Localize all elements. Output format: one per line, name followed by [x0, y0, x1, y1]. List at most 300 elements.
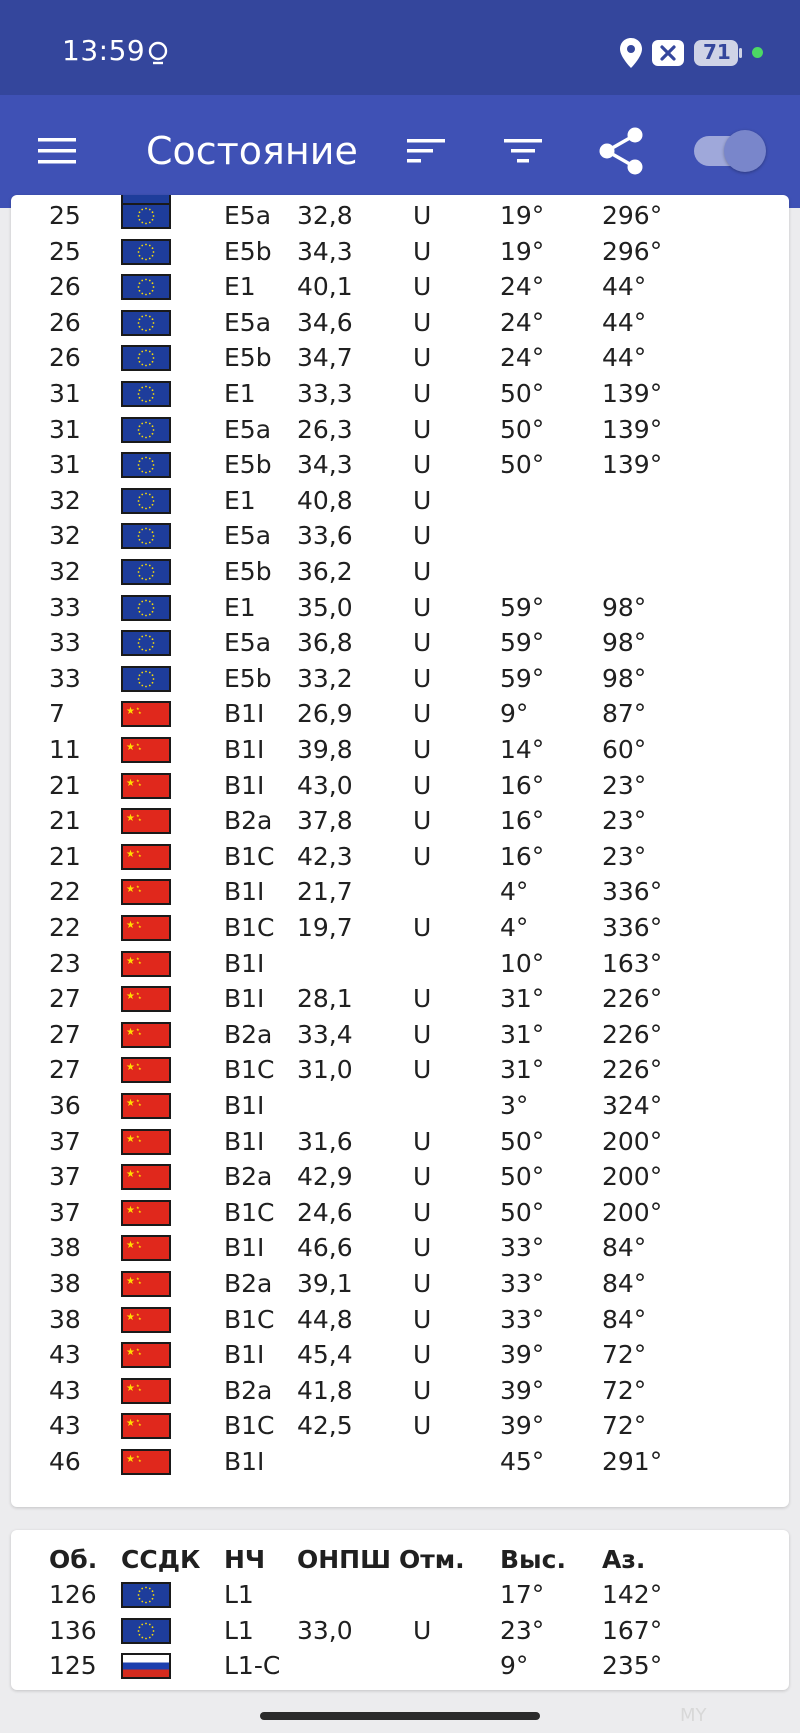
azimuth: 84°	[602, 1304, 647, 1334]
flag-eu-icon	[121, 523, 171, 549]
elevation: 3°	[500, 1091, 529, 1120]
satellite-row	[11, 376, 789, 412]
azimuth: 84°	[602, 1269, 647, 1298]
used-flag: U	[413, 1269, 432, 1298]
azimuth: 142°	[602, 1580, 663, 1609]
elevation: 19°	[500, 236, 545, 266]
satellite-row	[11, 1648, 789, 1684]
elevation: 24°	[500, 272, 545, 302]
svg-text:★: ★	[138, 1351, 142, 1357]
home-indicator[interactable]	[260, 1712, 540, 1720]
snr-value: 36,2	[297, 557, 353, 586]
svg-text:★: ★	[138, 1208, 142, 1214]
azimuth: 23°	[602, 806, 647, 836]
snr-value: 37,8	[297, 806, 353, 836]
frequency-band: B1C	[224, 1411, 275, 1441]
satellite-id: 21	[49, 841, 81, 871]
satellite-id: 21	[49, 770, 81, 800]
satellite-table-card	[11, 1530, 789, 1690]
satellite-id: 27	[49, 1019, 81, 1049]
no-sim-icon	[652, 40, 684, 70]
svg-text:★: ★	[138, 1102, 142, 1107]
svg-text:★: ★	[126, 1347, 135, 1359]
azimuth: 336°	[602, 877, 663, 907]
snr-value: 40,8	[297, 485, 353, 515]
satellite-row	[11, 1088, 789, 1124]
flag-cn-icon	[121, 986, 171, 1012]
azimuth: 324°	[602, 1091, 663, 1120]
svg-text:★: ★	[126, 1169, 135, 1181]
elevation: 33°	[500, 1304, 545, 1334]
satellite-id: 32	[49, 557, 81, 586]
elevation: 19°	[500, 201, 545, 230]
flag-eu-icon	[121, 381, 171, 407]
satellite-id: 26	[49, 343, 81, 373]
svg-text:★: ★	[126, 884, 135, 896]
snr-value: 21,7	[297, 877, 353, 907]
active-dot-icon	[752, 47, 763, 58]
frequency-band: E5a	[224, 201, 272, 230]
elevation: 24°	[500, 343, 545, 373]
battery-level: 71	[703, 40, 731, 64]
frequency-band: B2a	[224, 1375, 273, 1405]
svg-text:★: ★	[136, 1204, 140, 1210]
used-flag: U	[413, 699, 432, 729]
azimuth: 296°	[602, 236, 663, 266]
svg-text:★: ★	[138, 1458, 142, 1463]
elevation: 23°	[500, 1615, 545, 1645]
azimuth: 296°	[602, 201, 663, 230]
satellite-id: 38	[49, 1233, 81, 1263]
frequency-band: B2a	[224, 1269, 273, 1298]
satellite-id: 126	[49, 1580, 97, 1609]
svg-text:★: ★	[138, 781, 142, 787]
svg-text:★: ★	[136, 1454, 140, 1459]
svg-text:★: ★	[138, 959, 142, 965]
frequency-band: L1	[224, 1615, 254, 1645]
satellite-id: 31	[49, 379, 81, 408]
svg-text:★: ★	[126, 1098, 135, 1109]
svg-text:★: ★	[136, 1311, 140, 1317]
snr-value: 35,0	[297, 592, 353, 622]
flag-eu-icon	[121, 345, 171, 371]
flag-cn-icon	[121, 701, 171, 727]
svg-text:★: ★	[126, 1276, 135, 1287]
elevation: 33°	[500, 1269, 545, 1298]
used-flag: U	[413, 770, 432, 800]
svg-text:★: ★	[136, 1062, 140, 1068]
satellite-id: 27	[49, 1055, 81, 1085]
header-elev[interactable]: Выс.	[500, 1545, 566, 1574]
azimuth: 98°	[602, 663, 647, 693]
frequency-band: E1	[224, 592, 256, 622]
used-flag: U	[413, 1162, 432, 1192]
satellite-row	[11, 696, 789, 732]
used-flag: U	[413, 343, 432, 373]
used-flag: U	[413, 557, 432, 586]
satellite-id: 31	[49, 414, 81, 444]
svg-text:★: ★	[138, 1315, 142, 1321]
satellite-id: 33	[49, 663, 81, 693]
flag-cn-icon	[121, 1200, 171, 1226]
satellite-row	[11, 518, 789, 554]
frequency-band: B1I	[224, 984, 265, 1014]
used-flag: U	[413, 1375, 432, 1405]
frequency-band: B1I	[224, 1233, 265, 1263]
azimuth: 163°	[602, 948, 663, 978]
elevation: 31°	[500, 1055, 545, 1085]
satellite-row	[11, 1195, 789, 1231]
frequency-band: E5a	[224, 521, 272, 551]
svg-text:★: ★	[136, 1133, 140, 1139]
svg-text:★: ★	[136, 777, 140, 783]
flag-eu-icon	[121, 417, 171, 443]
sort-icon[interactable]	[398, 123, 454, 179]
elevation: 59°	[500, 628, 545, 658]
app-bar	[0, 95, 800, 208]
satellite-row	[11, 234, 789, 270]
elevation: 39°	[500, 1375, 545, 1405]
snr-value: 42,5	[297, 1411, 353, 1441]
azimuth: 44°	[602, 343, 647, 373]
satellite-id: 23	[49, 948, 81, 978]
elevation: 50°	[500, 450, 545, 480]
flag-eu-icon	[121, 630, 171, 656]
satellite-id: 7	[49, 699, 65, 729]
snr-value: 34,7	[297, 343, 353, 373]
snr-value: 33,6	[297, 521, 353, 551]
elevation: 31°	[500, 984, 545, 1014]
header-snr[interactable]: ОНПШ	[297, 1545, 391, 1574]
filter-icon[interactable]	[495, 123, 551, 179]
svg-text:★: ★	[138, 852, 142, 858]
elevation: 39°	[500, 1340, 545, 1370]
flag-ru-icon	[121, 1653, 171, 1679]
snr-value: 36,8	[297, 628, 353, 658]
flag-eu-icon	[121, 274, 171, 300]
used-flag: U	[413, 1055, 432, 1085]
used-flag: U	[413, 913, 432, 942]
satellite-id: 43	[49, 1340, 81, 1370]
snr-value: 32,8	[297, 201, 353, 230]
svg-text:★: ★	[126, 1133, 135, 1145]
elevation: 50°	[500, 1162, 545, 1192]
svg-text:★: ★	[138, 995, 142, 1001]
svg-text:★: ★	[126, 1418, 135, 1430]
elevation: 9°	[500, 699, 529, 729]
svg-text:★: ★	[136, 848, 140, 854]
satellite-row	[11, 1124, 789, 1160]
svg-text:★: ★	[136, 1026, 140, 1032]
svg-text:★: ★	[136, 1098, 140, 1103]
flag-cn-icon	[121, 1093, 171, 1119]
header-az[interactable]: Аз.	[602, 1545, 646, 1574]
svg-text:★: ★	[138, 817, 142, 823]
frequency-band: B1I	[224, 1340, 265, 1370]
flag-eu-icon	[121, 310, 171, 336]
svg-text:★: ★	[136, 1169, 140, 1175]
svg-text:★: ★	[138, 1280, 142, 1285]
flag-cn-icon	[121, 844, 171, 870]
watermark: MY	[680, 1705, 707, 1726]
used-flag: U	[413, 1411, 432, 1441]
flag-cn-icon	[121, 1129, 171, 1155]
snr-value: 42,9	[297, 1162, 353, 1192]
satellite-row	[11, 1052, 789, 1088]
svg-text:★: ★	[138, 1422, 142, 1428]
svg-text:★: ★	[126, 955, 135, 967]
elevation: 16°	[500, 806, 545, 836]
elevation: 50°	[500, 379, 545, 408]
header-id[interactable]: Об.	[49, 1545, 98, 1574]
status-bar	[0, 0, 800, 95]
used-flag: U	[413, 592, 432, 622]
alarm-icon	[146, 40, 170, 70]
frequency-band: B1I	[224, 699, 265, 729]
used-flag: U	[413, 1197, 432, 1227]
frequency-band: E5a	[224, 307, 272, 337]
azimuth: 23°	[602, 841, 647, 871]
satellite-row	[11, 946, 789, 982]
azimuth: 84°	[602, 1233, 647, 1263]
flag-cn-icon	[121, 773, 171, 799]
svg-text:★: ★	[138, 924, 142, 929]
status-time: 13:59	[62, 34, 146, 67]
satellite-row	[11, 590, 789, 626]
svg-text:★: ★	[136, 1347, 140, 1353]
flag-cn-icon	[121, 1449, 171, 1475]
flag-cn-icon	[121, 915, 171, 941]
elevation: 16°	[500, 770, 545, 800]
used-flag: U	[413, 1233, 432, 1263]
frequency-band: B1C	[224, 1304, 275, 1334]
satellite-row	[11, 910, 789, 946]
satellite-row	[11, 198, 789, 234]
flag-cn-icon	[121, 1057, 171, 1083]
azimuth: 98°	[602, 628, 647, 658]
frequency-band: E1	[224, 272, 256, 302]
header-band[interactable]: НЧ	[224, 1545, 266, 1574]
frequency-band: B2a	[224, 1162, 273, 1192]
elevation: 45°	[500, 1447, 545, 1476]
satellite-row	[11, 412, 789, 448]
snr-value: 28,1	[297, 984, 353, 1014]
satellite-row	[11, 1613, 789, 1649]
elevation: 33°	[500, 1233, 545, 1263]
flag-eu-icon	[121, 666, 171, 692]
used-flag: U	[413, 984, 432, 1014]
svg-text:★: ★	[126, 742, 135, 753]
svg-text:★: ★	[138, 1244, 142, 1250]
svg-text:★: ★	[126, 706, 135, 718]
flag-cn-icon	[121, 1378, 171, 1404]
frequency-band: B1I	[224, 735, 265, 764]
page-title: Состояние	[146, 129, 358, 173]
snr-value: 42,3	[297, 841, 353, 871]
frequency-band: E5a	[224, 628, 272, 658]
elevation: 59°	[500, 592, 545, 622]
snr-value: 34,6	[297, 307, 353, 337]
azimuth: 72°	[602, 1375, 647, 1405]
frequency-band: E5b	[224, 450, 272, 480]
used-flag: U	[413, 485, 432, 515]
flag-cn-icon	[121, 1413, 171, 1439]
snr-value: 33,0	[297, 1615, 353, 1645]
svg-text:★: ★	[136, 706, 140, 712]
share-icon[interactable]	[593, 123, 649, 179]
elevation: 4°	[500, 913, 529, 942]
satellite-id: 37	[49, 1162, 81, 1192]
snr-value: 34,3	[297, 450, 353, 480]
frequency-band: E5b	[224, 236, 272, 266]
used-flag: U	[413, 806, 432, 836]
svg-text:★: ★	[138, 1173, 142, 1179]
flag-eu-icon	[121, 1582, 171, 1608]
azimuth: 72°	[602, 1411, 647, 1441]
snr-value: 43,0	[297, 770, 353, 800]
snr-value: 31,0	[297, 1055, 353, 1085]
snr-value: 46,6	[297, 1233, 353, 1263]
satellite-id: 25	[49, 201, 81, 230]
satellite-row	[11, 874, 789, 910]
azimuth: 72°	[602, 1340, 647, 1370]
azimuth: 200°	[602, 1197, 663, 1227]
snr-value: 26,9	[297, 699, 353, 729]
svg-text:★: ★	[138, 710, 142, 716]
satellite-id: 36	[49, 1091, 81, 1120]
satellite-row	[11, 1408, 789, 1444]
satellite-id: 37	[49, 1126, 81, 1156]
svg-text:★: ★	[136, 1240, 140, 1246]
satellite-id: 33	[49, 628, 81, 658]
svg-text:★: ★	[136, 813, 140, 819]
svg-text:★: ★	[126, 1026, 135, 1038]
satellite-row	[11, 1017, 789, 1053]
frequency-band: B1I	[224, 1126, 265, 1156]
satellite-id: 38	[49, 1269, 81, 1298]
frequency-band: L1-C	[224, 1651, 281, 1681]
satellite-id: 26	[49, 272, 81, 302]
satellite-id: 31	[49, 450, 81, 480]
satellite-list-card	[11, 195, 789, 1507]
frequency-band: E5b	[224, 343, 272, 373]
svg-text:★: ★	[136, 920, 140, 925]
used-flag: U	[413, 1615, 432, 1645]
satellite-id: 27	[49, 984, 81, 1014]
satellite-row	[11, 269, 789, 305]
satellite-id: 22	[49, 913, 81, 942]
used-flag: U	[413, 272, 432, 302]
flag-cn-icon	[121, 1271, 171, 1297]
used-flag: U	[413, 1340, 432, 1370]
svg-text:★: ★	[126, 1382, 135, 1394]
azimuth: 139°	[602, 450, 663, 480]
elevation: 16°	[500, 841, 545, 871]
flag-eu-icon	[121, 488, 171, 514]
snr-value: 33,4	[297, 1019, 353, 1049]
snr-value: 19,7	[297, 913, 353, 942]
snr-value: 33,3	[297, 379, 353, 408]
frequency-band: B1I	[224, 948, 265, 978]
svg-text:★: ★	[126, 1062, 135, 1074]
svg-text:★: ★	[138, 888, 142, 894]
flag-cn-icon	[121, 808, 171, 834]
svg-text:★: ★	[138, 746, 142, 751]
elevation: 24°	[500, 307, 545, 337]
flag-cn-icon	[121, 951, 171, 977]
svg-text:★: ★	[136, 742, 140, 747]
elevation: 14°	[500, 735, 545, 764]
azimuth: 291°	[602, 1447, 663, 1476]
satellite-id: 43	[49, 1375, 81, 1405]
elevation: 39°	[500, 1411, 545, 1441]
satellite-id: 33	[49, 592, 81, 622]
snr-value: 41,8	[297, 1375, 353, 1405]
header-used[interactable]: Отм.	[399, 1545, 465, 1574]
satellite-row	[11, 1577, 789, 1613]
satellite-row	[11, 803, 789, 839]
frequency-band: E1	[224, 485, 256, 515]
snr-value: 40,1	[297, 272, 353, 302]
svg-text:★: ★	[136, 884, 140, 890]
hamburger-icon[interactable]	[29, 123, 85, 179]
svg-text:★: ★	[126, 1240, 135, 1252]
elevation: 50°	[500, 1197, 545, 1227]
frequency-band: L1	[224, 1580, 254, 1609]
flag-cn-icon	[121, 737, 171, 763]
snr-value: 44,8	[297, 1304, 353, 1334]
frequency-band: E5b	[224, 663, 272, 693]
svg-text:★: ★	[126, 991, 135, 1003]
used-flag: U	[413, 521, 432, 551]
satellite-row	[11, 625, 789, 661]
flag-cn-icon	[121, 1342, 171, 1368]
satellite-row	[11, 483, 789, 519]
satellite-id: 11	[49, 735, 81, 764]
satellite-row	[11, 981, 789, 1017]
svg-text:★: ★	[136, 1382, 140, 1388]
svg-text:★: ★	[136, 955, 140, 961]
used-flag: U	[413, 628, 432, 658]
flag-cn-icon	[121, 1307, 171, 1333]
satellite-row	[11, 661, 789, 697]
svg-text:★: ★	[126, 1311, 135, 1323]
svg-text:★: ★	[138, 1066, 142, 1072]
used-flag: U	[413, 307, 432, 337]
azimuth: 200°	[602, 1126, 663, 1156]
used-flag: U	[413, 379, 432, 408]
frequency-band: B1I	[224, 770, 265, 800]
flag-cn-icon	[121, 879, 171, 905]
used-flag: U	[413, 236, 432, 266]
used-flag: U	[413, 1304, 432, 1334]
satellite-id: 37	[49, 1197, 81, 1227]
flag-eu-icon	[121, 1618, 171, 1644]
svg-text:★: ★	[126, 1204, 135, 1216]
svg-text:★: ★	[136, 1276, 140, 1281]
satellite-row	[11, 554, 789, 590]
snr-value: 34,3	[297, 236, 353, 266]
satellite-id: 43	[49, 1411, 81, 1441]
svg-text:★: ★	[126, 813, 135, 825]
svg-text:★: ★	[126, 848, 135, 860]
header-gnss[interactable]: ССДК	[121, 1545, 201, 1574]
frequency-band: B1I	[224, 1447, 265, 1476]
frequency-band: B2a	[224, 1019, 273, 1049]
svg-text:★: ★	[126, 1454, 135, 1465]
used-flag: U	[413, 735, 432, 764]
azimuth: 87°	[602, 699, 647, 729]
